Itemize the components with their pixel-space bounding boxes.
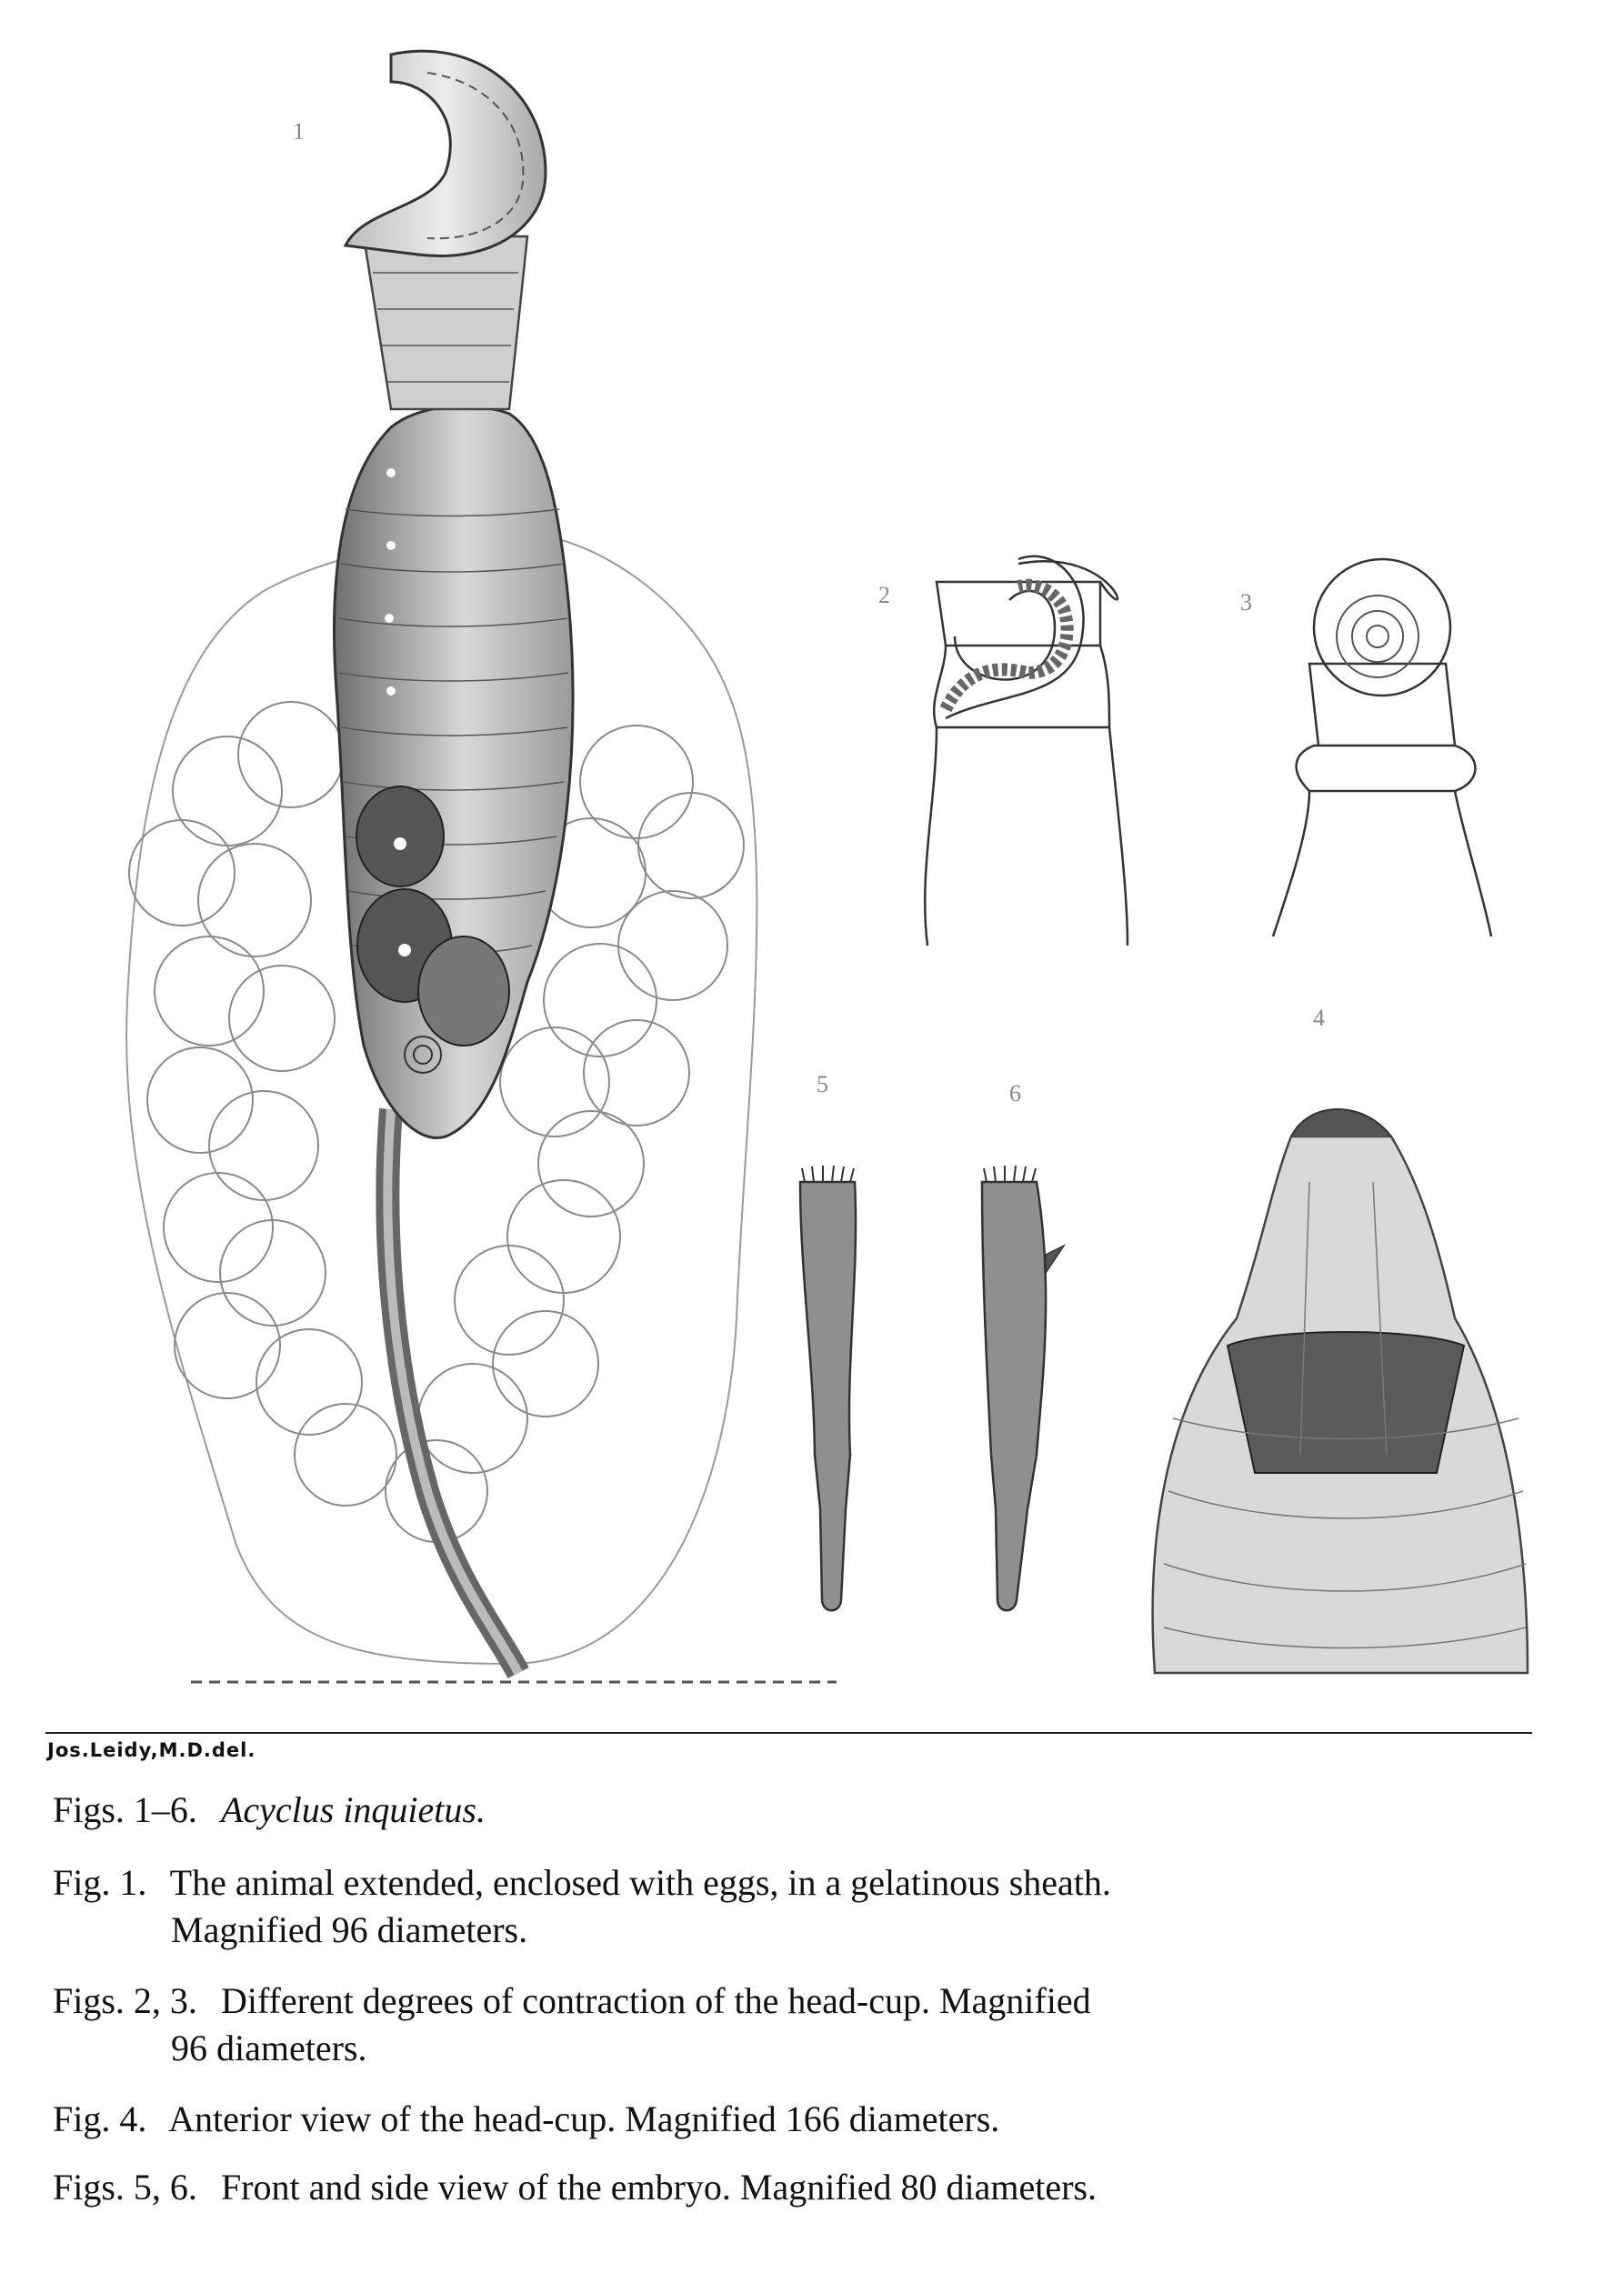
fig3-head-cup xyxy=(1273,559,1491,936)
fig-number-2: 2 xyxy=(878,582,890,608)
fig1-body xyxy=(335,406,573,1138)
caption-fig56-text: Front and side view of the embryo. Magnified 80 diameters. xyxy=(220,2167,1098,2208)
caption-fig1-line2: Magnified 96 diameters. xyxy=(171,1909,528,1950)
caption-fig23-line1: Different degrees of contraction of the head-cup. Magnified xyxy=(220,1980,1091,2021)
fig4-head-cup xyxy=(1153,1109,1528,1673)
caption-fig23 xyxy=(53,1978,1091,2072)
fig1-head xyxy=(346,51,546,409)
caption-fig4-text: Anterior view of the head-cup. Magnified 166 diameters. xyxy=(168,2098,1000,2139)
caption-fig1-line1: The animal extended, enclosed with eggs, in a gelatinous sheath. xyxy=(169,1862,1111,1903)
fig-number-4: 4 xyxy=(1313,1005,1325,1031)
caption-fig56-label: Figs. 5, 6. xyxy=(53,2167,197,2208)
caption-fig23-label: Figs. 2, 3. xyxy=(53,1980,197,2021)
caption-fig1-label: Fig. 1. xyxy=(53,1862,147,1903)
fig1-tail xyxy=(387,1109,518,1673)
caption-fig4 xyxy=(53,2096,999,2143)
caption-species: Acyclus inquietus. xyxy=(220,1789,486,1830)
caption-fig56 xyxy=(53,2164,1097,2211)
caption-fig1 xyxy=(53,1859,1111,1954)
caption-header-label: Figs. 1–6. xyxy=(53,1789,197,1830)
fig-number-5: 5 xyxy=(817,1071,828,1097)
fig-number-6: 6 xyxy=(1009,1080,1021,1106)
caption-header xyxy=(53,1787,486,1834)
fig6-embryo xyxy=(982,1166,1064,1610)
fig-number-3: 3 xyxy=(1240,589,1252,616)
artist-credit: Jos.Leidy,M.D.del. xyxy=(47,1739,256,1761)
fig5-embryo xyxy=(800,1166,856,1610)
fig-number-1: 1 xyxy=(293,118,305,145)
separator-rule xyxy=(45,1732,1532,1734)
fig2-head-cup xyxy=(925,556,1128,946)
caption-fig4-label: Fig. 4. xyxy=(53,2098,147,2139)
fig3-cilia xyxy=(1337,596,1418,677)
caption-fig23-line2: 96 diameters. xyxy=(171,2028,367,2068)
